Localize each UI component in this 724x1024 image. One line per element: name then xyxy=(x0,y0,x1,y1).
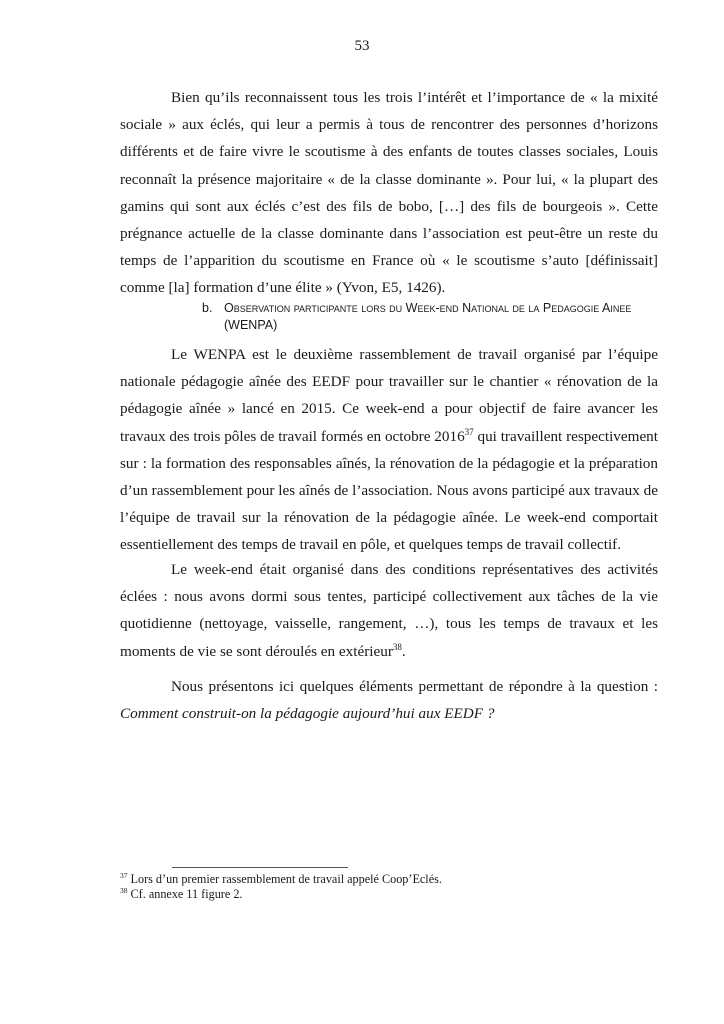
section-heading xyxy=(202,300,642,334)
paragraph-wenpa xyxy=(120,341,658,559)
paragraph-text: Nous présentons ici quelques éléments permettant de répondre à la question : xyxy=(171,678,658,695)
footnote-text: Lors d’un premier rassemblement de travail appelé Coop’Eclés. xyxy=(127,872,442,886)
paragraph-mixite-sociale xyxy=(120,84,658,302)
paragraph-conditions xyxy=(120,556,658,665)
paragraph-text: Le week-end était organisé dans des conditions représentatives des activités éclées : nous avons dormi sous tentes, participé collectivement aux tâches de la vie quotidienne (nettoyage, vaisselle, rangement, …), tous les temps de travaux et les moments de vie se sont déroulés en extérieur xyxy=(120,561,658,660)
paragraph-question xyxy=(120,673,658,727)
page-number: 53 xyxy=(354,38,370,54)
section-letter: b. xyxy=(202,301,213,315)
paragraph-text: Bien qu’ils reconnaissent tous les trois l’intérêt et l’importance de « la mixité sociale » aux éclés, qui leur a permis à tous de rencontrer des personnes d’horizons différents et de faire vivre le scoutisme à des enfants de toutes classes sociales, Louis reconnaît la présence majoritaire « de la classe dominante ». Pour lui, « la plupart des gamins qui sont aux éclés c’est des fils de bobo, […] des fils de bourgeois ». Cette prégnance actuelle de la classe dominante dans l’association est peut-être un reste du temps de l’apparition du scoutisme en France où « le scoutisme s’auto [définissait] comme [la] formation d’une élite » (Yvon, E5, 1426). xyxy=(120,89,658,297)
research-question: Comment construit-on la pédagogie aujourd’hui aux EEDF ? xyxy=(120,705,495,723)
footnote-ref-37[interactable]: 37 xyxy=(464,426,474,437)
footnotes xyxy=(120,872,660,902)
footnote-ref-38[interactable]: 38 xyxy=(392,641,402,652)
footnote-number: 38 xyxy=(120,885,128,895)
paragraph-text-end: . xyxy=(401,642,406,660)
footnote-separator xyxy=(172,867,348,868)
footnote-number: 37 xyxy=(120,870,128,880)
section-title: Observation participante lors du Week-end National de la Pedagogie Ainee (WENPA) xyxy=(224,301,632,332)
paragraph-text-continued: qui travaillent respectivement sur : la formation des responsables aînés, la rénovation de la pédagogie et la préparation d’un rassemblement pour les aînés de l’association. Nous avons participé aux travaux de l’équipe de travail sur la rénovation de la pédagogie aînée. Le week-end comportait essentiellement des temps de travail en pôle, et quelques temps de travail collectif. xyxy=(120,427,658,554)
footnote-37 xyxy=(120,872,660,887)
paragraph-text: Le WENPA est le deuxième rassemblement de travail organisé par l’équipe nationale pédagogie aînée des EEDF pour travailler sur le chantier « rénovation de la pédagogie aînée » lancé en 2015. Ce week-end a pour objectif de faire avancer les travaux des trois pôles de travail formés en octobre 2016 xyxy=(120,346,658,445)
footnote-38 xyxy=(120,887,660,902)
footnote-text: Cf. annexe 11 figure 2. xyxy=(127,887,243,901)
